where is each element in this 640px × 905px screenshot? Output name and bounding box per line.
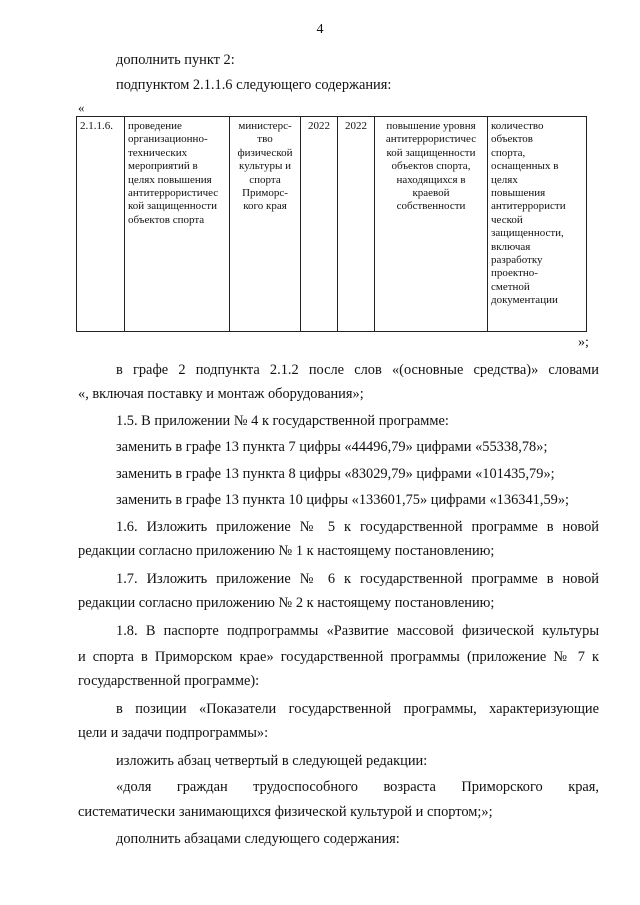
open-quote: « <box>78 100 85 115</box>
intro-line-1: дополнить пункт 2: <box>116 52 235 68</box>
table-row <box>77 117 587 332</box>
body-line-11: 1.8. В паспорте подпрограммы «Развитие массовой физической культуры <box>116 623 599 639</box>
body-line-4: заменить в графе 13 пункта 7 цифры «44496,79» цифрами «55338,78»; <box>116 439 548 455</box>
cell-indicator-text: количество объектов спорта, оснащенных в целях повышения антитеррористи ческой защищенности, включая разработку проектно- сметной документации <box>491 120 566 307</box>
body-line-6: заменить в графе 13 пункта 10 цифры «133601,75» цифрами «136341,59»; <box>116 492 570 508</box>
cell-result <box>375 117 488 332</box>
body-line-16: изложить абзац четвертый в следующей редакции: <box>116 753 428 769</box>
body-line-18: систематически занимающихся физической культурой и спортом;»; <box>78 804 493 820</box>
body-line-14: в позиции «Показатели государственной программы, характеризующие <box>116 701 599 717</box>
cell-name <box>125 117 230 332</box>
body-line-13: государственной программе): <box>78 673 260 689</box>
body-line-15: цели и задачи подпрограммы»: <box>78 725 269 741</box>
cell-executor <box>230 117 301 332</box>
body-line-1: в графе 2 подпункта 2.1.2 после слов «(основные средства)» словами <box>116 362 599 378</box>
cell-year-end-text: 2022 <box>345 120 367 132</box>
body-line-8: редакции согласно приложению № 1 к настоящему постановлению; <box>78 543 495 559</box>
cell-number <box>77 117 125 332</box>
body-line-10: редакции согласно приложению № 2 к настоящему постановлению; <box>78 595 495 611</box>
cell-result-text: повышение уровня антитеррористичес кой защищенности объектов спорта, находящихся в краевой собственности <box>385 120 477 213</box>
cell-year-start <box>301 117 338 332</box>
cell-name-text: проведение организационно- технических мероприятий в целях повышения антитеррористичес кой защищенности объектов спорта <box>128 120 219 226</box>
body-line-9: 1.7. Изложить приложение № 6 к государственной программе в новой <box>116 571 599 587</box>
body-line-19: дополнить абзацами следующего содержания: <box>116 831 400 847</box>
cell-year-end <box>338 117 375 332</box>
intro-line-2: подпунктом 2.1.1.6 следующего содержания: <box>116 77 392 93</box>
cell-executor-text: министерс- тво физической культуры и спорта Приморс- кого края <box>237 120 293 213</box>
body-line-2: «, включая поставку и монтаж оборудования»; <box>78 386 364 402</box>
amendment-table <box>76 116 587 332</box>
body-line-17: «доля граждан трудоспособного возраста Приморского края, <box>116 779 599 795</box>
close-quote: »; <box>578 335 589 350</box>
cell-number-text: 2.1.1.6. <box>80 120 113 132</box>
cell-year-start-text: 2022 <box>308 120 330 132</box>
page-number: 4 <box>316 22 324 37</box>
cell-indicator <box>488 117 587 332</box>
body-line-5: заменить в графе 13 пункта 8 цифры «83029,79» цифрами «101435,79»; <box>116 466 555 482</box>
body-line-12: и спорта в Приморском крае» государственной программы (приложение № 7 к <box>78 649 599 665</box>
body-line-3: 1.5. В приложении № 4 к государственной программе: <box>116 413 449 429</box>
body-line-7: 1.6. Изложить приложение № 5 к государственной программе в новой <box>116 519 599 535</box>
